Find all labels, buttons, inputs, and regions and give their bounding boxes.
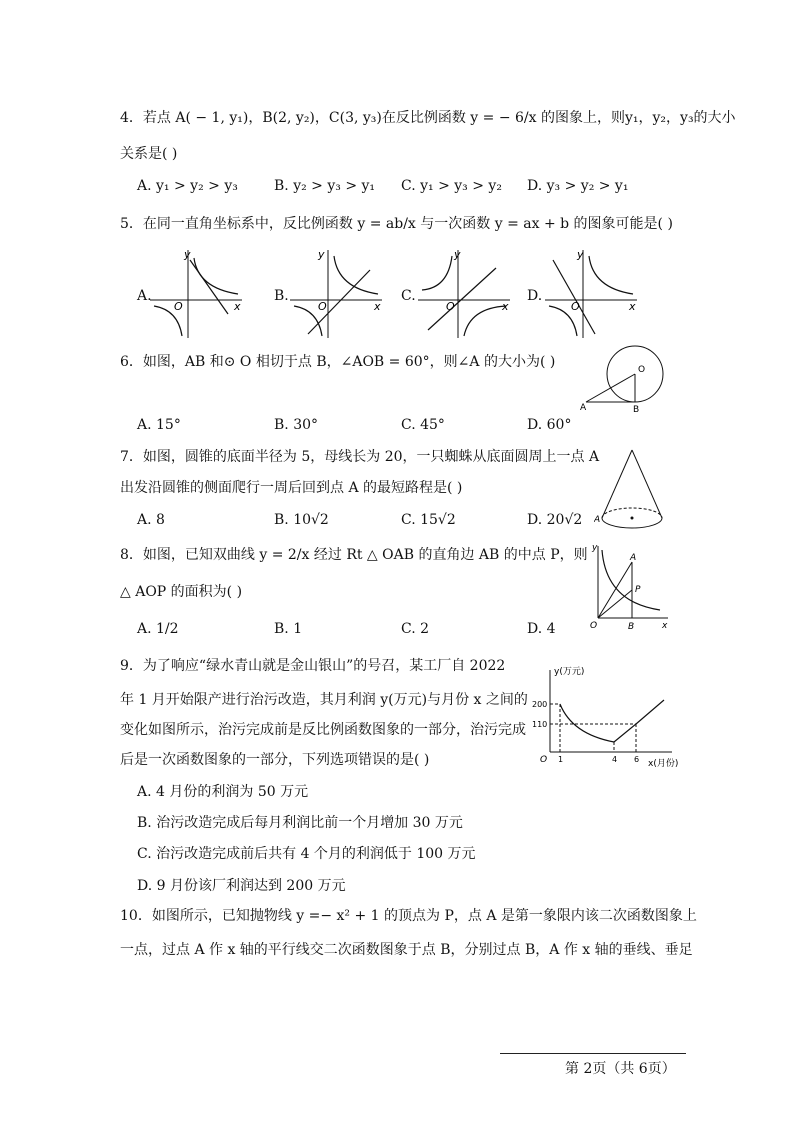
q9-option-d: D. 9 月份该厂利润达到 200 万元 xyxy=(137,878,346,894)
q5-graph-a xyxy=(150,248,245,338)
q4-line1: 4．若点 A( − 1, y₁)，B(2, y₂)，C(3, y₃)在反比例函数 y = − 6/x 的图象上，则y₁，y₂，y₃的大小 xyxy=(120,110,736,126)
q5-graph-b xyxy=(290,248,385,338)
q5d-y-label: y xyxy=(577,248,584,261)
q5c-y-label: y xyxy=(454,248,461,261)
q9-option-c: C. 治污改造完成前后共有 4 个月的利润低于 100 万元 xyxy=(137,846,476,862)
q7-option-a: A. 8 xyxy=(137,512,165,528)
q6-line1: 6．如图，AB 和⊙ O 相切于点 B，∠AOB = 60°，则∠A 的大小为( ) xyxy=(120,354,556,370)
q4-option-c: C. y₁ > y₃ > y₂ xyxy=(401,178,502,194)
q9-line1: 9．为了响应“绿水青山就是金山银山”的号召，某工厂自 2022 xyxy=(120,658,506,674)
q10-line2: 一点，过点 A 作 x 轴的平行线交二次函数图象于点 B，分别过点 B，A 作 x 轴的垂线、垂足 xyxy=(120,942,693,958)
q5a-origin-label: O xyxy=(174,300,183,313)
q6-option-a: A. 15° xyxy=(137,417,181,433)
q4-option-d: D. y₃ > y₂ > y₁ xyxy=(527,178,629,194)
q8-hyperbola-figure xyxy=(586,540,672,632)
q5c-x-label: x xyxy=(502,300,509,313)
q6-option-c: C. 45° xyxy=(401,417,445,433)
q7-line1: 7．如图，圆锥的底面半径为 5，母线长为 20，一只蜘蛛从底面圆周上一点 A xyxy=(120,449,600,465)
q5d-x-label: x xyxy=(629,300,636,313)
q6-circle-figure xyxy=(578,344,670,416)
q5-option-d: D. xyxy=(527,288,543,304)
q9-line2: 年 1 月开始限产进行治污改造，其月利润 y(万元)与月份 x 之间的 xyxy=(120,692,528,708)
q5a-y-label: y xyxy=(184,248,191,261)
q9-line3: 变化如图所示，治污完成前是反比例函数图象的一部分，治污完成 xyxy=(120,722,526,738)
q9-chart-x6: 6 xyxy=(634,755,640,764)
q5c-origin-label: O xyxy=(446,300,455,313)
q7-line2: 出发沿圆锥的侧面爬行一周后回到点 A 的最短路程是( ) xyxy=(120,480,463,496)
q5d-origin-label: O xyxy=(571,300,580,313)
q6-option-b: B. 30° xyxy=(274,417,319,433)
q9-chart-origin: O xyxy=(540,755,548,765)
q6-label-a: A xyxy=(580,403,587,413)
q5a-x-label: x xyxy=(234,300,241,313)
q5-option-a: A. xyxy=(137,288,152,304)
q4-option-a: A. y₁ > y₂ > y₃ xyxy=(137,178,238,194)
q9-chart-y110: 110 xyxy=(532,720,548,729)
q5b-y-label: y xyxy=(318,248,325,261)
q4-line2: 关系是( ) xyxy=(120,146,178,162)
q5-option-b: B. xyxy=(274,288,289,304)
q5-graph-c xyxy=(418,248,513,338)
q5-line1: 5．在同一直角坐标系中，反比例函数 y = ab/x 与一次函数 y = ax + b 的图象可能是( ) xyxy=(120,216,673,232)
q9-chart-x1: 1 xyxy=(558,755,564,764)
q7-option-c: C. 15√2 xyxy=(401,512,456,528)
q5b-x-label: x xyxy=(374,300,381,313)
q7-label-a: A xyxy=(594,515,601,525)
q9-chart-ylabel: y(万元) xyxy=(554,667,585,677)
q6-label-o: O xyxy=(638,365,646,375)
q7-option-b: B. 10√2 xyxy=(274,512,329,528)
page-number: 第 2页（共 6页） xyxy=(565,1061,676,1077)
q8-option-a: A. 1/2 xyxy=(137,621,179,637)
q6-option-d: D. 60° xyxy=(527,417,572,433)
q8-label-a: A xyxy=(630,553,637,563)
q8-label-p: P xyxy=(635,585,641,595)
q5-option-c: C. xyxy=(401,288,416,304)
footer-rule xyxy=(500,1053,686,1054)
q8-label-y: y xyxy=(592,543,598,553)
q8-line1: 8．如图，已知双曲线 y = 2/x 经过 Rt △ OAB 的直角边 AB 的中点 P，则 xyxy=(120,547,588,563)
q9-chart-xlabel: x(月份) xyxy=(648,759,679,769)
q9-option-a: A. 4 月份的利润为 50 万元 xyxy=(137,784,309,800)
q9-option-b: B. 治污改造完成后每月利润比前一个月增加 30 万元 xyxy=(137,815,463,831)
q8-option-b: B. 1 xyxy=(274,621,303,637)
q10-line1: 10．如图所示，已知抛物线 y =− x² + 1 的顶点为 P，点 A 是第一象限内该二次函数图象上 xyxy=(120,908,697,924)
q6-label-b: B xyxy=(633,405,640,415)
q5-graph-d xyxy=(545,248,640,338)
q7-option-d: D. 20√2 xyxy=(527,512,583,528)
q7-cone-figure xyxy=(594,448,670,534)
q9-line4: 后是一次函数图象的一部分，下列选项错误的是( ) xyxy=(120,752,430,768)
q4-option-b: B. y₂ > y₃ > y₁ xyxy=(274,178,376,194)
q9-chart-x4: 4 xyxy=(612,755,618,764)
q9-profit-chart xyxy=(532,664,682,772)
q8-label-x: x xyxy=(662,621,668,631)
q8-option-c: C. 2 xyxy=(401,621,430,637)
q8-option-d: D. 4 xyxy=(527,621,556,637)
q8-label-b: B xyxy=(628,622,635,632)
q9-chart-y200: 200 xyxy=(532,700,548,709)
q5b-origin-label: O xyxy=(318,300,327,313)
q8-line2: △ AOP 的面积为( ) xyxy=(120,584,243,600)
q8-label-o: O xyxy=(590,621,598,631)
